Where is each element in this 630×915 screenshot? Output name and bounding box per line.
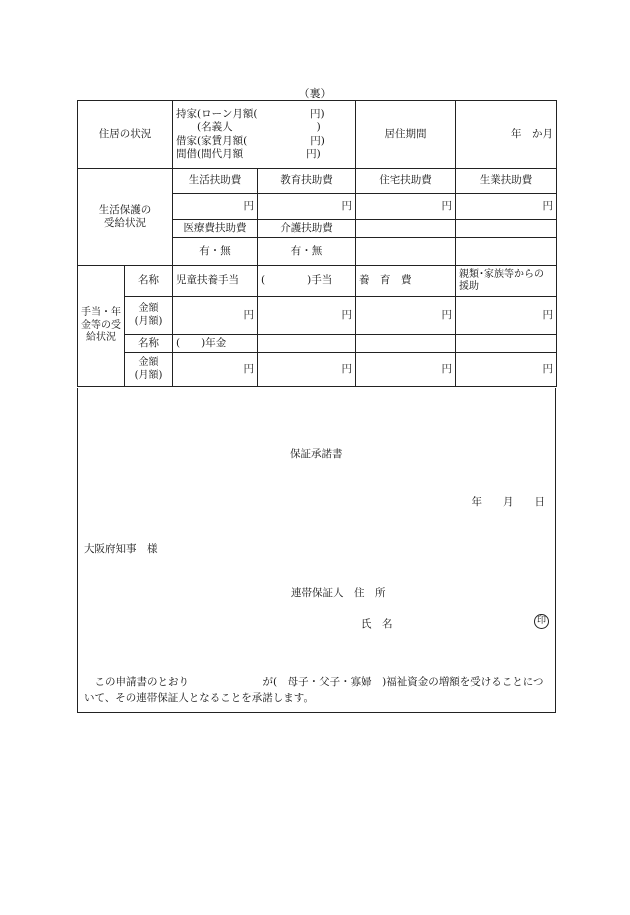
allowance-empty-2 [356,335,456,353]
welfare-amount-occupation: 円 [456,194,557,220]
allowance-name-child: 児童扶養手当 [173,266,258,297]
allowance-amount-label-2 [125,353,173,387]
amount-label-monthly-2: (月額) [134,369,163,381]
housing-line-own: 持家(ローン月額( 円) [176,108,325,121]
allowance-name-pension: ( )年金 [173,335,258,353]
amount-label-text: 金額 [138,303,159,314]
allowance-amount-1-3: 円 [356,297,456,335]
welfare-header-medical: 医療費扶助費 [173,220,258,238]
housing-label: 住居の状況 [78,101,173,169]
housing-line-room: 間借(間代月額 円) [176,147,321,160]
allowance-name-support: 養 育 費 [356,266,456,297]
guarantee-section [77,388,556,713]
welfare-header-housing: 住宅扶助費 [356,169,456,194]
allowance-name-other: ( )手当 [258,266,356,297]
seal-mark [534,614,549,629]
welfare-header-education: 教育扶助費 [258,169,356,194]
allowance-amount-label-1 [125,297,173,335]
amount-label-text-2: 金額 [138,357,159,368]
guarantee-date: 年 月 日 [471,496,545,508]
welfare-status-care: 有・無 [258,238,356,266]
residence-period-label: 居住期間 [356,101,456,169]
housing-details [173,101,356,169]
residence-period-value: 年 か月 [456,101,557,169]
welfare-empty-1 [356,220,456,238]
guarantee-title: 保証承諾書 [290,448,343,460]
guarantor-name-label: 氏 名 [361,618,393,630]
allowance-amount-2-4: 円 [456,353,557,387]
welfare-status-medical: 有・無 [173,238,258,266]
welfare-header-living: 生活扶助費 [173,169,258,194]
allowance-empty-3 [456,335,557,353]
seal-icon: 印 [534,614,549,629]
allowance-name-label-1: 名称 [125,266,173,297]
allowance-amount-1-1: 円 [173,297,258,335]
allowance-name-family: 親類･家族等からの援助 [456,266,557,297]
amount-label-monthly: (月額) [134,315,163,327]
housing-line-rent: 借家(家賃月額( 円) [176,134,325,147]
allowance-amount-2-1: 円 [173,353,258,387]
allowance-amount-1-2: 円 [258,297,356,335]
welfare-amount-living: 円 [173,194,258,220]
page-caption: （裏） [298,87,332,100]
application-form-table [77,100,557,387]
welfare-label [78,169,173,266]
allowance-amount-2-3: 円 [356,353,456,387]
welfare-amount-housing: 円 [356,194,456,220]
welfare-label-line1: 生活保護の [98,203,152,216]
allowance-empty-1 [258,335,356,353]
welfare-empty-4 [456,238,557,266]
allowance-amount-2-2: 円 [258,353,356,387]
guarantor-address-label: 連帯保証人 住 所 [291,587,386,599]
welfare-amount-education: 円 [258,194,356,220]
welfare-empty-3 [356,238,456,266]
addressee: 大阪府知事 様 [84,543,158,555]
housing-line-owner-name: (名義人 ) [176,121,321,134]
housing-row [78,101,557,169]
welfare-header-care: 介護扶助費 [258,220,356,238]
welfare-header-occupation: 生業扶助費 [456,169,557,194]
allowance-name-label-2: 名称 [125,335,173,353]
welfare-label-line2: 受給状況 [104,217,146,229]
allowance-amount-1-4: 円 [456,297,557,335]
guarantee-paragraph: この申請書のとおり が( 母子・父子・寡婦 )福祉資金の増額を受けることについて、その連帯保証人となることを承諾します。 [84,676,544,704]
welfare-empty-2 [456,220,557,238]
allowance-label: 手当・年金等の受給状況 [78,266,125,387]
